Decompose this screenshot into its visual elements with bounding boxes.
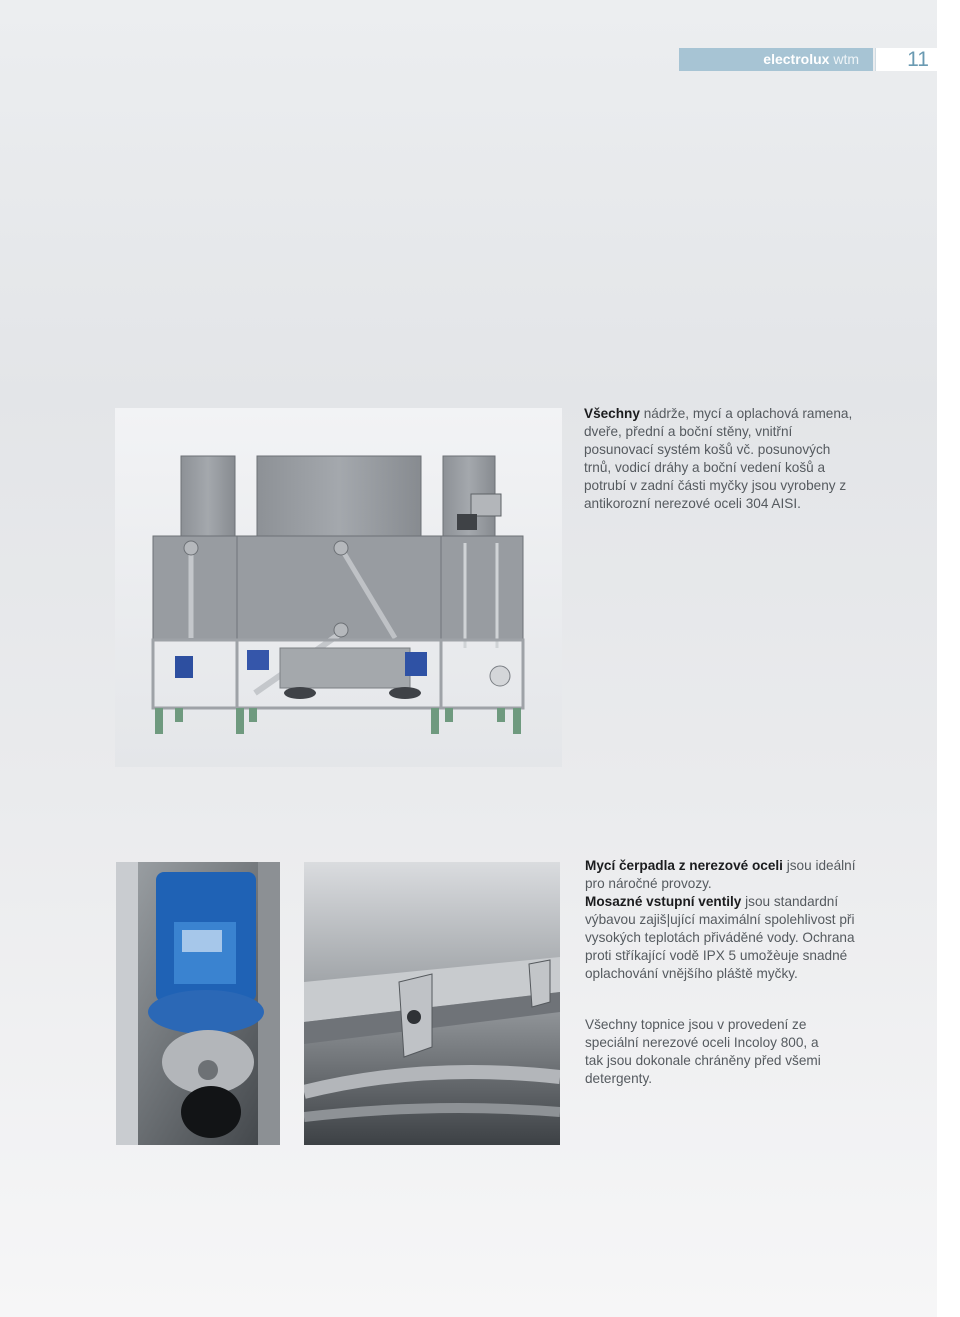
pump-body: jsou ideální pro náročné provozy. [585, 858, 856, 891]
intro-lead: Všechny [584, 406, 640, 421]
intro-text [584, 405, 854, 513]
machine-image [115, 408, 562, 767]
pump-text [585, 857, 860, 983]
valve-body: jsou standardní výbavou zajiš|ující maximální spolehlivost při vysokých teplotách přiváděné vody. Ochrana proti stříkající vodě IPX 5 umožèuje snadné oplachování vnějšího pláště myčky. [585, 894, 855, 981]
brand-suffix: wtm [833, 51, 859, 67]
heater-text [585, 1016, 835, 1088]
page-header [679, 48, 960, 71]
brand-label [679, 48, 873, 71]
intro-body: nádrže, mycí a oplachová ramena, dveře, přední a boční stěny, vnitřní posunovací systém košů vč. posunových trnů, vodicí dráhy a boční vedení košů a potrubí v zadní části myčky jsou vyrobeny z antikorozní nerezové oceli 304 AISI. [584, 406, 853, 511]
pump-image [116, 862, 280, 1145]
page-number: 11 [875, 48, 960, 71]
rails-image [304, 862, 560, 1145]
valve-lead: Mosazné vstupní ventily [585, 894, 742, 909]
pump-lead: Mycí čerpadla z nerezové oceli [585, 858, 783, 873]
heater-body: Všechny topnice jsou v provedení ze speciální nerezové oceli Incoloy 800, a tak jsou dokonale chráněny před všemi detergenty. [585, 1017, 821, 1086]
brand-name: electrolux [763, 51, 830, 67]
